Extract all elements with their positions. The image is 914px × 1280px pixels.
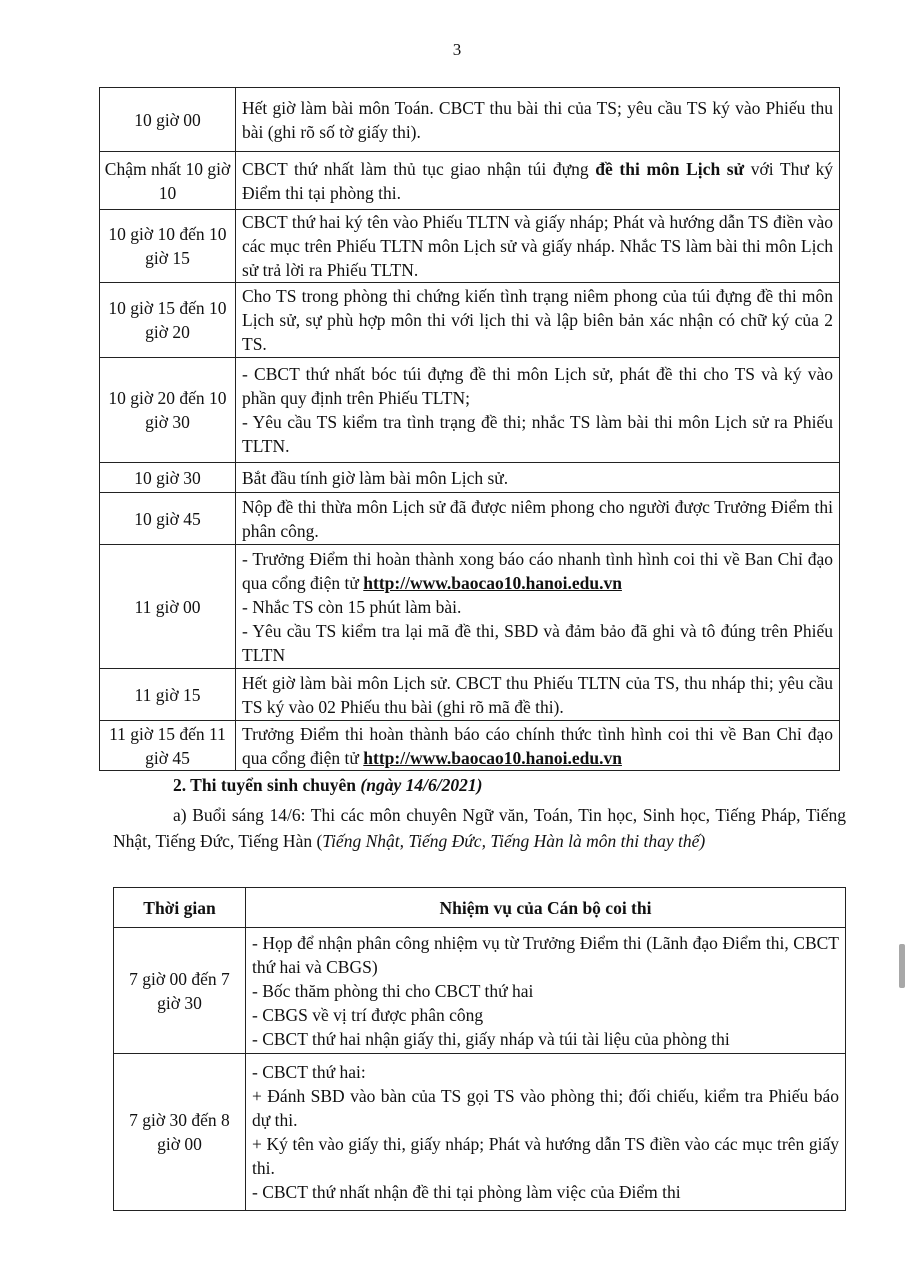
table-row bbox=[100, 358, 840, 463]
task-line: Hết giờ làm bài môn Toán. CBCT thu bài thi của TS; yêu cầu TS ký vào Phiếu thu bài (ghi rõ số tờ giấy thi). bbox=[242, 97, 833, 142]
header-time: Thời gian bbox=[114, 888, 246, 928]
page-number: 3 bbox=[452, 40, 462, 59]
task-line: Cho TS trong phòng thi chứng kiến tình trạng niêm phong của túi đựng đề thi môn Lịch sử, sự phù hợp môn thi với lịch thi và lập biên bản xác nhận có chữ ký của 2 TS. bbox=[242, 286, 833, 354]
task-cell bbox=[236, 283, 840, 358]
table-row bbox=[100, 88, 840, 152]
section-heading bbox=[173, 775, 482, 796]
task-line: CBCT thứ hai ký tên vào Phiếu TLTN và giấy nháp; Phát và hướng dẫn TS điền vào các mục trên Phiếu TLTN môn Lịch sử và giấy nháp. Nhắc TS làm bài thi môn Lịch sử trả lời ra Phiếu TLTN. bbox=[242, 212, 833, 280]
task-cell bbox=[236, 669, 840, 721]
task-bold-text: đề thi môn Lịch sử bbox=[595, 158, 745, 179]
table-row bbox=[100, 210, 840, 283]
time-cell: 11 giờ 00 bbox=[100, 545, 236, 669]
task-line: - Yêu cầu TS kiểm tra tình trạng đề thi; nhắc TS làm bài thi môn Lịch sử ra Phiếu TLTN. bbox=[242, 412, 833, 456]
time-cell: 10 giờ 10 đến 10 giờ 15 bbox=[100, 210, 236, 283]
time-cell: Chậm nhất 10 giờ 10 bbox=[100, 152, 236, 210]
task-line: Bắt đầu tính giờ làm bài môn Lịch sử. bbox=[242, 467, 509, 488]
task-line: - Yêu cầu TS kiểm tra lại mã đề thi, SBD và đảm bảo đã ghi và tô đúng trên Phiếu TLTN bbox=[242, 620, 833, 665]
time-cell: 10 giờ 15 đến 10 giờ 20 bbox=[100, 283, 236, 358]
task-line: Hết giờ làm bài môn Lịch sử. CBCT thu Phiếu TLTN của TS, thu nháp thi; yêu cầu TS ký vào 02 Phiếu thu bài (ghi rõ mã đề thi). bbox=[242, 672, 833, 717]
time-cell: 10 giờ 45 bbox=[100, 493, 236, 545]
task-cell bbox=[246, 928, 846, 1054]
table-row bbox=[100, 669, 840, 721]
task-line: + Ký tên vào giấy thi, giấy nháp; Phát và hướng dẫn TS điền vào các mục trên giấy thi. bbox=[252, 1134, 839, 1178]
task-text: - Trưởng Điểm thi hoàn thành xong báo cáo nhanh tình hình coi thi về Ban Chỉ đạo qua cổng điện tử bbox=[242, 548, 833, 593]
section-paragraph bbox=[113, 802, 846, 854]
time-cell: 10 giờ 00 bbox=[100, 88, 236, 152]
task-cell bbox=[246, 1054, 846, 1211]
scrollbar-thumb[interactable] bbox=[899, 944, 905, 988]
paragraph-text: a) Buổi sáng 14/6: Thi các môn chuyên Ngữ văn, Toán, Tin học, Sinh học, Tiếng Pháp, Tiếng Nhật, Tiếng Đức, Tiếng Hàn ( bbox=[113, 805, 846, 851]
table-row bbox=[100, 721, 840, 771]
task-line: + Đánh SBD vào bàn của TS gọi TS vào phòng thi; đối chiếu, kiểm tra Phiếu báo dự thi. bbox=[252, 1086, 839, 1130]
paragraph-italic-text: Tiếng Nhật, Tiếng Đức, Tiếng Hàn là môn thi thay thế) bbox=[322, 831, 706, 851]
time-cell: 7 giờ 30 đến 8 giờ 00 bbox=[114, 1054, 246, 1211]
task-line: - CBCT thứ hai nhận giấy thi, giấy nháp và túi tài liệu của phòng thi bbox=[252, 1028, 730, 1049]
section-title: 2. Thi tuyển sinh chuyên bbox=[173, 775, 361, 795]
schedule-table-2 bbox=[113, 887, 846, 1211]
task-cell bbox=[236, 493, 840, 545]
time-cell: 11 giờ 15 đến 11 giờ 45 bbox=[100, 721, 236, 771]
task-cell bbox=[236, 463, 840, 493]
time-cell: 7 giờ 00 đến 7 giờ 30 bbox=[114, 928, 246, 1054]
task-text: CBCT thứ nhất làm thủ tục giao nhận túi đựng bbox=[242, 158, 596, 179]
section-date: (ngày 14/6/2021) bbox=[360, 775, 483, 795]
task-line: - Họp để nhận phân công nhiệm vụ từ Trưởng Điểm thi (Lãnh đạo Điểm thi, CBCT thứ hai và CBGS) bbox=[252, 932, 839, 977]
table-row bbox=[114, 1054, 846, 1211]
table-header-row bbox=[114, 888, 846, 928]
task-line bbox=[242, 547, 833, 595]
task-text: với Thư ký Điểm thi tại phòng thi. bbox=[242, 158, 833, 203]
time-cell: 11 giờ 15 bbox=[100, 669, 236, 721]
task-cell bbox=[236, 152, 840, 210]
task-cell bbox=[236, 210, 840, 283]
time-cell: 10 giờ 30 bbox=[100, 463, 236, 493]
task-line: - CBCT thứ nhất bóc túi đựng đề thi môn Lịch sử, phát đề thi cho TS và ký vào phần quy định trên Phiếu TLTN; bbox=[242, 364, 833, 408]
task-line: - CBGS về vị trí được phân công bbox=[252, 1004, 484, 1025]
time-cell: 10 giờ 20 đến 10 giờ 30 bbox=[100, 358, 236, 463]
table-row bbox=[100, 283, 840, 358]
schedule-table-1 bbox=[99, 87, 840, 771]
task-cell bbox=[236, 545, 840, 669]
task-line: - CBCT thứ hai: bbox=[252, 1062, 366, 1082]
task-line: - CBCT thứ nhất nhận đề thi tại phòng làm việc của Điểm thi bbox=[252, 1182, 681, 1202]
report-portal-link[interactable]: http://www.baocao10.hanoi.edu.vn bbox=[363, 747, 622, 768]
task-line: - Nhắc TS còn 15 phút làm bài. bbox=[242, 596, 462, 617]
task-cell bbox=[236, 721, 840, 771]
table-row bbox=[100, 152, 840, 210]
table-row bbox=[100, 493, 840, 545]
table-row bbox=[100, 545, 840, 669]
task-line: - Bốc thăm phòng thi cho CBCT thứ hai bbox=[252, 980, 534, 1001]
table-row bbox=[100, 463, 840, 493]
header-task: Nhiệm vụ của Cán bộ coi thi bbox=[246, 888, 846, 928]
task-text: Trưởng Điểm thi hoàn thành báo cáo chính thức tình hình coi thi về Ban Chỉ đạo qua cổng điện tử bbox=[242, 723, 833, 768]
table-row bbox=[114, 928, 846, 1054]
task-cell bbox=[236, 88, 840, 152]
task-line: Nộp đề thi thừa môn Lịch sử đã được niêm phong cho người được Trưởng Điểm thi phân công. bbox=[242, 496, 833, 541]
report-portal-link[interactable]: http://www.baocao10.hanoi.edu.vn bbox=[363, 572, 622, 593]
task-cell bbox=[236, 358, 840, 463]
